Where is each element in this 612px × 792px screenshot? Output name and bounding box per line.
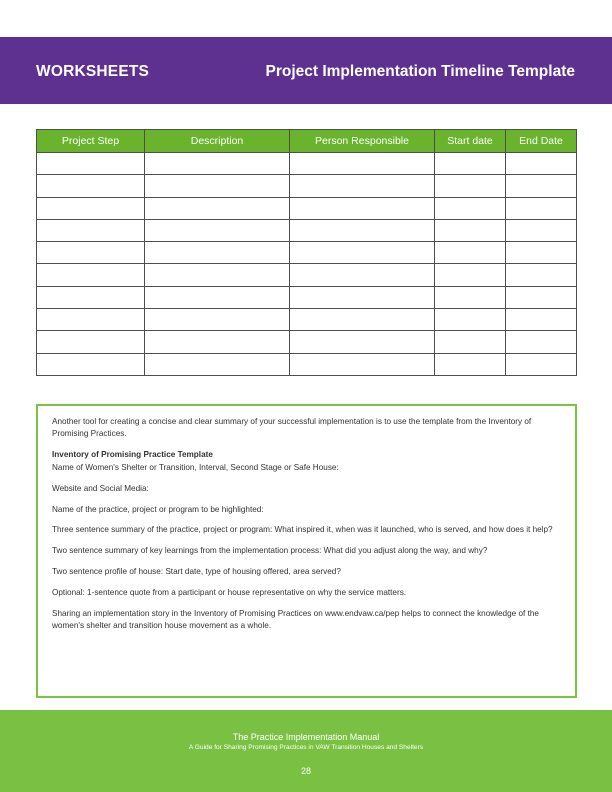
section-label: WORKSHEETS xyxy=(36,63,150,80)
table-cell[interactable] xyxy=(506,219,577,241)
table-cell[interactable] xyxy=(37,153,145,175)
table-header-row xyxy=(37,130,577,153)
table-row xyxy=(37,353,577,375)
page-number: 28 xyxy=(300,766,311,776)
table-cell[interactable] xyxy=(290,219,435,241)
table-row xyxy=(37,309,577,331)
table-row xyxy=(37,242,577,264)
table-cell[interactable] xyxy=(435,309,506,331)
table-row xyxy=(37,175,577,197)
table-cell[interactable] xyxy=(290,331,435,353)
table-cell[interactable] xyxy=(435,353,506,375)
template-field: Three sentence summary of the practice, project or program: What inspired it, when was it launched, who is served, and how does it help? xyxy=(52,525,553,535)
table-cell[interactable] xyxy=(145,153,290,175)
template-info-box xyxy=(36,404,577,698)
table-cell[interactable] xyxy=(145,264,290,286)
table-row xyxy=(37,197,577,219)
table-cell[interactable] xyxy=(145,353,290,375)
table-cell[interactable] xyxy=(506,264,577,286)
table-cell[interactable] xyxy=(37,331,145,353)
table-cell[interactable] xyxy=(145,219,290,241)
table-cell[interactable] xyxy=(435,286,506,308)
table-cell[interactable] xyxy=(506,153,577,175)
table-cell[interactable] xyxy=(37,219,145,241)
table-cell[interactable] xyxy=(506,309,577,331)
closing-text: Sharing an implementation story in the Inventory of Promising Practices on www.endvaw.ca/pep helps to connect the knowledge of the women's shelter and transition house movement as a whole. xyxy=(52,609,539,631)
table-cell[interactable] xyxy=(435,242,506,264)
table-cell[interactable] xyxy=(145,175,290,197)
table-cell[interactable] xyxy=(506,331,577,353)
footer-title: The Practice Implementation Manual xyxy=(232,732,380,742)
page-footer xyxy=(0,710,612,792)
table-cell[interactable] xyxy=(37,264,145,286)
table-cell[interactable] xyxy=(145,286,290,308)
table-cell[interactable] xyxy=(290,309,435,331)
column-header-project-step: Project Step xyxy=(37,130,145,153)
template-section xyxy=(52,449,563,474)
table-cell[interactable] xyxy=(435,219,506,241)
page-title: Project Implementation Timeline Template xyxy=(265,63,575,80)
intro-text: Another tool for creating a concise and clear summary of your successful implementation is to use the template from the Inventory of Promising Practices. xyxy=(52,417,532,439)
table-cell[interactable] xyxy=(506,286,577,308)
table-cell[interactable] xyxy=(37,286,145,308)
table-cell[interactable] xyxy=(290,242,435,264)
template-field: Two sentence profile of house: Start date, type of housing offered, area served? xyxy=(52,567,341,577)
table-cell[interactable] xyxy=(506,197,577,219)
table-cell[interactable] xyxy=(435,197,506,219)
table-row xyxy=(37,331,577,353)
column-header-person-responsible: Person Responsible xyxy=(290,130,435,153)
timeline-table xyxy=(36,129,577,376)
table-cell[interactable] xyxy=(37,242,145,264)
table-cell[interactable] xyxy=(37,309,145,331)
table-cell[interactable] xyxy=(290,264,435,286)
table-cell[interactable] xyxy=(435,331,506,353)
table-cell[interactable] xyxy=(435,153,506,175)
table-cell[interactable] xyxy=(37,175,145,197)
footer-subtitle: A Guide for Sharing Promising Practices in VAW Transition Houses and Shelters xyxy=(188,744,424,751)
table-cell[interactable] xyxy=(290,175,435,197)
template-field: Optional: 1-sentence quote from a participant or house representative on why the service matters. xyxy=(52,588,407,598)
table-cell[interactable] xyxy=(145,242,290,264)
table-cell[interactable] xyxy=(290,197,435,219)
table-cell[interactable] xyxy=(506,353,577,375)
table-cell[interactable] xyxy=(435,264,506,286)
table-cell[interactable] xyxy=(506,175,577,197)
table-row xyxy=(37,286,577,308)
template-field: Name of Women's Shelter or Transition, Interval, Second Stage or Safe House: xyxy=(52,462,339,472)
table-cell[interactable] xyxy=(290,153,435,175)
column-header-description: Description xyxy=(145,130,290,153)
table-cell[interactable] xyxy=(435,175,506,197)
table-cell[interactable] xyxy=(37,353,145,375)
table-row xyxy=(37,153,577,175)
template-field: Name of the practice, project or program to be highlighted: xyxy=(52,504,264,514)
table-cell[interactable] xyxy=(506,242,577,264)
template-field: Two sentence summary of key learnings from the implementation process: What did you adjust along the way, and why? xyxy=(52,546,488,556)
table-row xyxy=(37,264,577,286)
table-cell[interactable] xyxy=(145,197,290,219)
table-row xyxy=(37,219,577,241)
table-body xyxy=(37,153,577,376)
page-header xyxy=(0,37,612,104)
column-header-end-date: End Date xyxy=(506,130,577,153)
table-cell[interactable] xyxy=(290,286,435,308)
template-field: Website and Social Media: xyxy=(52,483,149,493)
column-header-start-date: Start date xyxy=(435,130,506,153)
table-cell[interactable] xyxy=(145,309,290,331)
table-cell[interactable] xyxy=(145,331,290,353)
table-cell[interactable] xyxy=(37,197,145,219)
template-heading: Inventory of Promising Practice Template xyxy=(52,450,213,460)
table-cell[interactable] xyxy=(290,353,435,375)
